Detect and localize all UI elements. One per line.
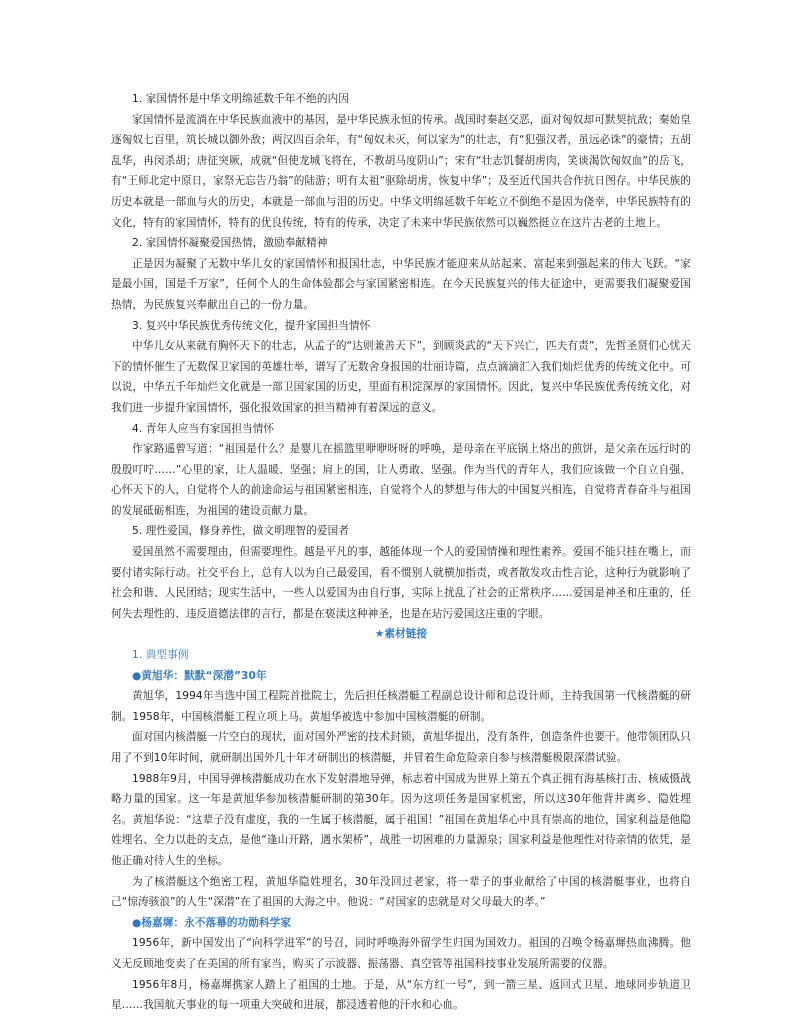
section-4-paragraph: 作家路遥曾写道：“祖国是什么？是婴儿在摇篮里咿咿呀呀的呼唤，是母亲在平底锅上烙出的煎饼，是父亲在远行时的殷殷叮咛……”心里的家，让人温暖、坚强；肩上的国，让人勇敢、坚强。作为当代的青年人，我们应该做一个自立自强、心怀天下的人，自觉将个人的前途命运与祖国紧密相连，自觉将个人的梦想与伟大的中国复兴相连，自觉将青春奋斗与祖国的发展砥砺相连，为祖国的建设贡献力量。	[111, 443, 691, 517]
material-link-banner: ★素材链接	[374, 628, 428, 641]
section-1-heading: 1. 家国情怀是中华文明绵延数千年不绝的内因	[132, 93, 349, 105]
section-3-heading: 3. 复兴中华民族优秀传统文化，提升家国担当情怀	[132, 319, 371, 332]
case-1-paragraph-1: 黄旭华，1994年当选中国工程院首批院士，先后担任核潜艇工程副总设计师和总设计师，主持我国第一代核潜艇的研制。1958年，中国核潜艇工程立项上马。黄旭华被选中参加中国核潜艇的研制。	[111, 690, 691, 723]
case-1-paragraph-2: 面对国内核潜艇一片空白的现状，面对国外严密的技术封锁，黄旭华提出，没有条件，创造条件也要干。他带领团队只用了不到10年时间，就研制出国外几十年才研制出的核潜艇，并冒着生命危险亲自参与核潜艇极限深潜试验。	[111, 731, 691, 764]
section-3-paragraph: 中华儿女从来就有胸怀天下的壮志，从孟子的“达则兼善天下”，到顾炎武的“天下兴亡，匹夫有责”，先哲圣贤们心忧天下的情怀催生了无数保卫家国的英雄壮举，谱写了无数舍身报国的壮丽诗篇，点点滴滴汇入我们灿烂优秀的传统文化中。可以说，中华五千年灿烂文化就是一部卫国家国的历史，里面有积淀深厚的家国情怀。因此，复兴中华民族优秀传统文化，对我们进一步提升家国情怀，强化报效国家的担当精神有着深远的意义。	[111, 340, 691, 414]
section-5-heading: 5. 理性爱国，修身养性，做文明理智的爱国者	[132, 525, 349, 538]
section-2-heading: 2. 家国情怀凝聚爱国热情，激励奉献精神	[132, 237, 328, 250]
typical-cases-heading: 1. 典型事例	[132, 649, 189, 662]
section-4-heading: 4. 青年人应当有家国担当情怀	[132, 422, 275, 435]
case-1-title: ●黄旭华：默默“深潜”30年	[132, 669, 267, 682]
section-5-paragraph: 爱国虽然不需要理由，但需要理性。越是平凡的事，越能体现一个人的爱国情操和理性素养。爱国不能只挂在嘴上，而要付诸实际行动。社交平台上，总有人以为自己最爱国，看不惯别人就横加指责，或者散发攻击性言论，这种行为就影响了社会和谐、人民团结；现实生活中，一些人以爱国为由自行事，实际上扰乱了社会的正常秩序……爱国是神圣和庄重的，任何失去理性的、违反道德法律的言行，都是在亵渎这种神圣，也是在玷污爱国这庄重的字眼。	[111, 546, 691, 620]
case-1-paragraph-3: 1988年9月，中国导弹核潜艇成功在水下发射潜地导弹，标志着中国成为世界上第五个真正拥有海基核打击、核威慑战略力量的国家。这一年是黄旭华参加核潜艇研制的第30年。因为这项任务是国家机密，所以这30年他背井离乡、隐姓埋名。黄旭华说：“这辈子没有虚度，我的一生属于核潜艇，属于祖国！”祖国在黄旭华心中具有崇高的地位，国家利益是他隐姓埋名、全力以赴的支点，是他“逢山开路，遇水架桥”，战胜一切困难的力量源泉；国家利益是他理性对待亲情的依凭，是他正确对待人生的坐标。	[111, 772, 691, 867]
document-page	[111, 89, 691, 1016]
section-1-paragraph: 家国情怀是流淌在中华民族血液中的基因，是中华民族永恒的传承。战国时秦赵交恶，面对匈奴却可默契抗敌；秦始皇逐匈奴七百里，筑长城以御外敌；两汉四百余年，有“匈奴未灭，何以家为”的壮志，有“犯强汉者，虽远必诛”的豪情；五胡乱华，冉闵杀胡；唐征突厥，成就“但使龙城飞将在，不教胡马度阴山”；宋有“壮志饥餐胡虏肉，笑谈渴饮匈奴血”的岳飞，有“王师北定中原日，家祭无忘告乃翁”的陆游；明有太祖“驱除胡虏，恢复中华”；及至近代国共合作抗日图存。中华民族的历史本就是一部血与火的历史，本就是一部血与泪的历史。中华文明绵延数千年屹立不倒绝不是因为侥幸，中华民族特有的文化，特有的家国情怀，特有的优良传统，特有的传承，决定了未来中华民族依然可以巍然挺立在这片古老的土地上。	[111, 113, 691, 229]
case-2-paragraph-1: 1956年，新中国发出了“向科学进军”的号召，同时呼唤海外留学生归国为国效力。祖国的召唤令杨嘉墀热血沸腾。他义无反顾地变卖了在美国的所有家当，购买了示波器、振荡器、真空管等祖国科技事业发展所需要的仪器。	[111, 937, 691, 970]
case-2-paragraph-2: 1956年8月，杨嘉墀携家人踏上了祖国的土地。于是，从“东方红一号”，到一箭三星、返回式卫星、地球同步轨道卫星……我国航天事业的每一项重大突破和进展，都浸透着他的汗水和心血。	[111, 978, 691, 1012]
case-1-paragraph-4: 为了核潜艇这个绝密工程，黄旭华隐姓埋名，30年没回过老家，将一辈子的事业献给了中国的核潜艇事业，也将自己“惊涛骇浪”的人生“深潜”在了祖国的大海之中。他说：“对国家的忠就是对父母最大的孝。”	[111, 875, 691, 909]
case-2-title: ●杨嘉墀：永不落幕的功勋科学家	[132, 916, 292, 929]
section-2-paragraph: 正是因为凝聚了无数中华儿女的家国情怀和报国壮志，中华民族才能迎来从站起来、富起来到强起来的伟大飞跃。“家是最小国，国是千万家”，任何个人的生命体验都会与家国紧密相连。在今天民族复兴的伟大征途中，更需要我们凝聚爱国热情，为民族复兴奉献出自己的一份力量。	[111, 257, 691, 311]
